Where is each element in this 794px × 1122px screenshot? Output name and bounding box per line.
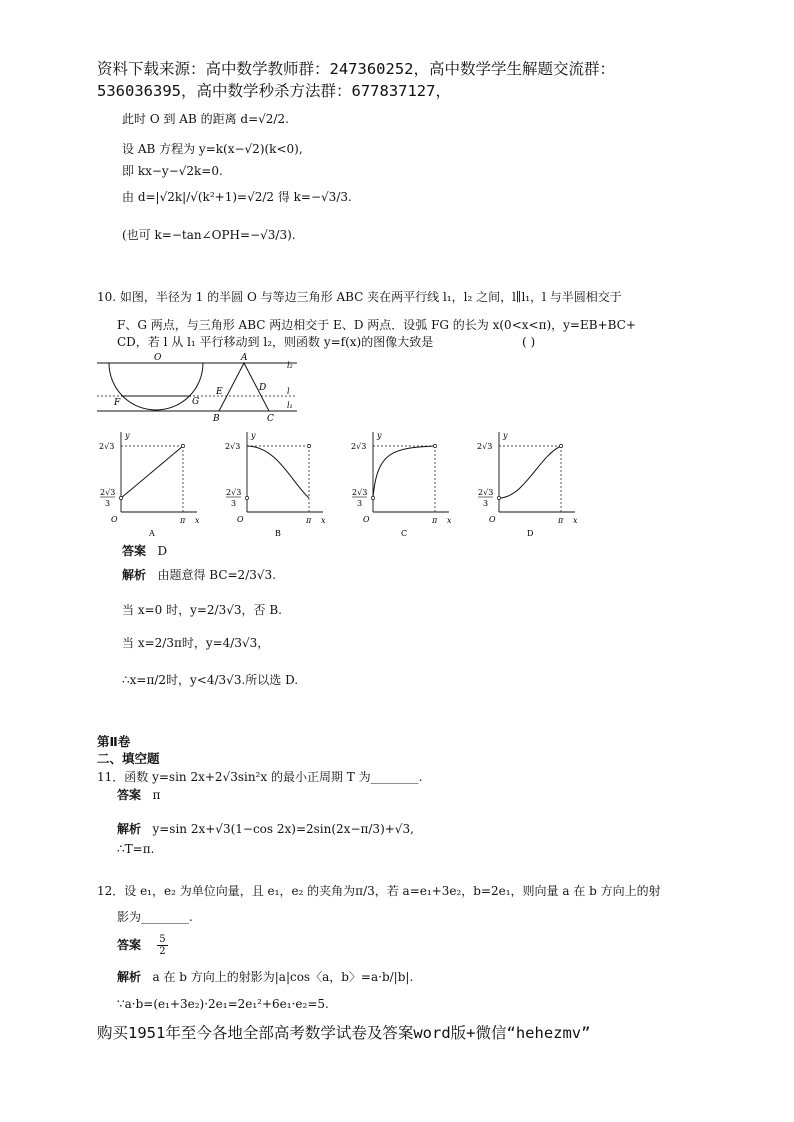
graph-d-top-value: 2√3 [477,442,493,451]
q12-analysis-line1: a 在 b 方向上的射影为|a|cos〈a，b〉=a·b/|b|. [152,970,414,984]
graph-a-low-value-den: 3 [105,499,111,508]
semicircle [109,363,203,410]
solution-line-1: 此时 O 到 AB 的距离 d=√2/2. [122,112,289,126]
q10-analysis-line4: ∴x=π/2时，y<4/3√3.所以选 D. [122,673,299,687]
label-l1: l₁ [287,401,293,410]
q10-analysis-line3: 当 x=2/3π时，y=4/3√3， [122,636,270,650]
q10-answer-paren: ( ) [522,335,536,349]
label-O: O [154,353,162,363]
graph-a-x-label: x [195,516,200,525]
label-D: D [259,383,267,393]
q10-analysis-label: 解析 [122,568,147,582]
graph-b-x-label: x [321,516,326,525]
graph-a-pi-label: π [180,516,186,525]
graph-d-start-point [497,496,500,499]
solution-line-2: 设 AB 方程为 y=k(x−√2)(k<0), [122,142,303,156]
graph-a-start-point [119,496,122,499]
section-title: 第Ⅱ卷 [97,734,131,749]
q10-answer: D [157,544,168,558]
label-C: C [267,414,274,424]
q10-analysis-line1: 由题意得 BC=2/3√3. [157,568,276,582]
graph-b-low-value-den: 3 [231,499,237,508]
q10-text-line1: 10. 如图，半径为 1 的半圆 O 与等边三角形 ABC 夹在两平行线 l₁，l₂ 之间，l∥l₁，l 与半圆相交于 [97,290,622,304]
q11-analysis-line2: ∴T=π. [117,842,155,856]
label-A: A [241,353,248,363]
q10-option-graphs [97,428,597,543]
graph-c-origin: O [363,515,370,524]
graph-b-end-point [307,444,310,447]
label-B: B [213,414,220,424]
graph-a-low-value-num: 2√3 [100,488,116,497]
graph-a-origin: O [111,515,118,524]
graph-c-pi-label: π [432,516,438,525]
graph-c-low-value-den: 3 [357,499,363,508]
graph-a-end-point [181,444,184,447]
q12-analysis-line2: ∵a·b=(e₁+3e₂)·2e₁=2e₁²+6e₁·e₂=5. [117,997,329,1011]
label-F: F [114,398,121,408]
graph-c-x-label: x [447,516,452,525]
graph-c-low-value-num: 2√3 [352,488,368,497]
solution-line-3: 即 kx−y−√2k=0. [122,164,223,178]
graph-b-low-value-num: 2√3 [226,488,242,497]
q12-text-line2: 影为________. [117,910,193,924]
purchase-banner: 购买1951年至今各地全部高考数学试卷及答案word版+微信“hehezmv” [97,1024,591,1042]
label-l: l [287,387,290,396]
solution-line-5: (也可 k=−tan∠OPH=−√3/3). [122,228,296,242]
q10-geometry-figure [97,350,307,425]
graph-d-origin: O [489,515,496,524]
graph-d-x-label: x [573,516,578,525]
graph-b-curve [247,446,309,498]
q10-analysis-line2: 当 x=0 时，y=2/3√3，否 B. [122,603,282,617]
graph-b-top-value: 2√3 [225,442,241,451]
graph-d-low-value-num: 2√3 [478,488,494,497]
q10-text-line3: CD，若 l 从 l₁ 平行移动到 l₂，则函数 y=f(x)的图像大致是 [117,335,434,349]
download-source-banner-line2: 536036395，高中数学秒杀方法群：677837127， [97,82,451,100]
graph-d-end-point [559,444,562,447]
q11-analysis-line1: y=sin 2x+√3(1−cos 2x)=2sin(2x−π/3)+√3, [152,822,414,836]
graph-d-low-value-den: 3 [483,499,489,508]
graph-b-pi-label: π [306,516,312,525]
q10-answer-label: 答案 [122,544,147,558]
graph-b-caption: B [275,529,281,538]
q11-answer-label: 答案 [117,788,142,802]
solution-line-4: 由 d=|√2k|/√(k²+1)=√2/2 得 k=−√3/3. [122,190,352,204]
graph-c-start-point [371,496,374,499]
graph-d-curve [499,446,561,498]
graph-a-curve [121,446,183,498]
q12-answer-numerator: 5 [159,934,166,945]
graph-c-top-value: 2√3 [351,442,367,451]
graph-c-curve [373,446,435,498]
q11-text: 11．函数 y=sin 2x+2√3sin²x 的最小正周期 T 为________. [97,770,423,784]
graph-b-origin: O [237,515,244,524]
graph-d-pi-label: π [558,516,564,525]
q12-answer-denominator: 2 [159,946,166,957]
graph-a-caption: A [149,529,155,538]
q11-answer: π [152,788,161,802]
download-source-banner-line1: 资料下载来源：高中数学教师群：247360252，高中数学学生解题交流群： [97,60,615,78]
q12-analysis-label: 解析 [117,970,142,984]
section-subtitle: 二、填空题 [97,751,160,766]
label-E: E [216,387,223,397]
label-G: G [192,397,200,407]
q10-text-line2: F、G 两点，与三角形 ABC 两边相交于 E、D 两点．设弧 FG 的长为 x(0<x<π)，y=EB+BC+ [117,318,636,332]
graph-a-top-value: 2√3 [99,442,115,451]
graph-c-end-point [433,444,436,447]
graph-c-y-label: y [377,431,382,440]
graph-b-y-label: y [251,431,256,440]
graph-c-caption: C [401,529,408,538]
graph-d-caption: D [527,529,534,538]
graph-a-y-label: y [125,431,130,440]
label-l2: l₂ [287,361,293,370]
graph-b-start-point [245,496,248,499]
graph-d-y-label: y [503,431,508,440]
q12-text-line1: 12．设 e₁，e₂ 为单位向量，且 e₁，e₂ 的夹角为π/3，若 a=e₁+3e₂，b=2e₁，则向量 a 在 b 方向上的射 [97,884,661,898]
q12-answer-label: 答案 [117,938,142,952]
q12-answer-fraction [157,934,167,957]
q11-analysis-label: 解析 [117,822,142,836]
